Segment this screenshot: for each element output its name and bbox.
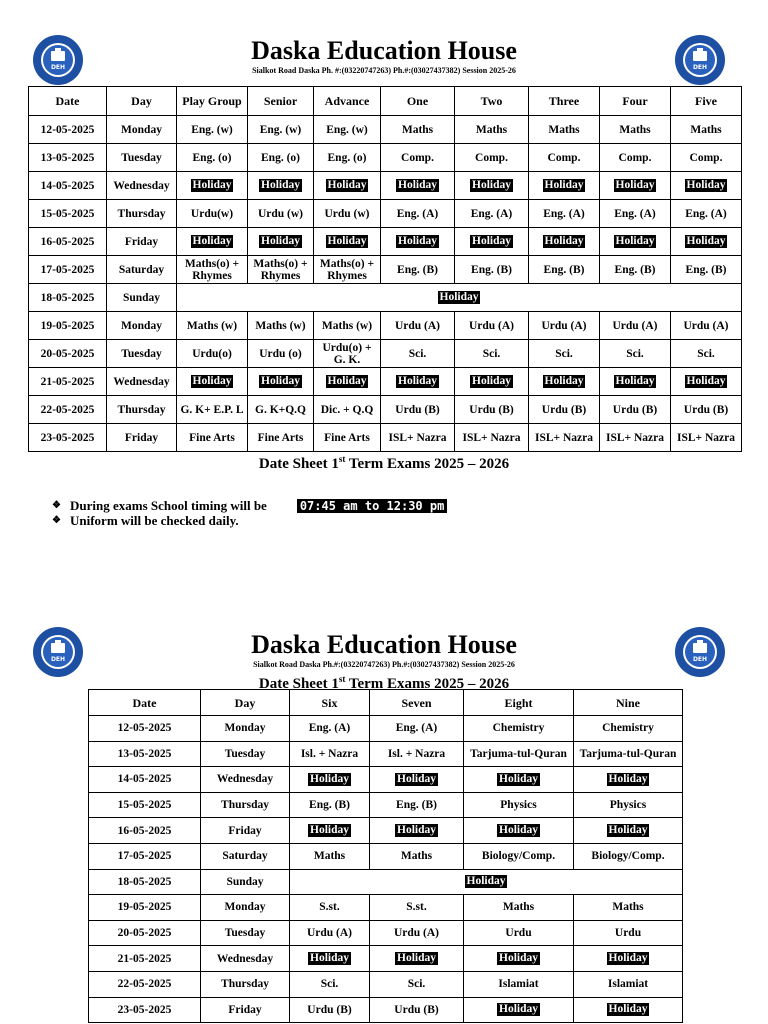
subject-cell: Urdu (w): [314, 200, 381, 228]
subject-cell: S.st.: [290, 895, 370, 921]
day-cell: Tuesday: [107, 144, 177, 172]
subject-cell: Urdu (A): [600, 312, 671, 340]
subject-cell: [600, 228, 671, 256]
subject-cell: Comp.: [671, 144, 742, 172]
subject-cell: Biology/Comp.: [574, 843, 683, 869]
day-cell: Thursday: [107, 200, 177, 228]
day-cell: Monday: [201, 716, 290, 742]
subject-cell: [177, 368, 248, 396]
subject-cell: Chemistry: [464, 716, 574, 742]
subject-cell: Maths: [671, 116, 742, 144]
date-cell: 17-05-2025: [89, 843, 201, 869]
subject-cell: ISL+ Nazra: [529, 424, 600, 452]
date-cell: 13-05-2025: [89, 741, 201, 767]
table-row: [89, 792, 683, 818]
day-cell: Friday: [201, 818, 290, 844]
subject-cell: Eng. (B): [455, 256, 529, 284]
subject-cell: [600, 368, 671, 396]
date-sheet-caption: Date Sheet 1st Term Exams 2025 – 2026: [258, 454, 510, 472]
subject-cell: Physics: [574, 792, 683, 818]
subject-cell: Eng. (w): [177, 116, 248, 144]
subject-cell: Maths(o) + Rhymes: [177, 256, 248, 284]
date-cell: 18-05-2025: [89, 869, 201, 895]
table-row: [29, 116, 742, 144]
subject-cell: [314, 368, 381, 396]
subject-cell: Eng. (A): [529, 200, 600, 228]
svg-text:DEH: DEH: [50, 64, 66, 71]
subject-cell: [464, 946, 574, 972]
column-header: Four: [600, 87, 671, 116]
holiday-label: Holiday: [608, 824, 648, 837]
subject-cell: Urdu (B): [529, 396, 600, 424]
date-cell: 22-05-2025: [89, 971, 201, 997]
column-header: One: [381, 87, 455, 116]
date-cell: 15-05-2025: [89, 792, 201, 818]
subject-cell: Maths (w): [248, 312, 314, 340]
subject-cell: Fine Arts: [248, 424, 314, 452]
holiday-label: Holiday: [686, 375, 726, 387]
subject-cell: Sci.: [671, 340, 742, 368]
subject-cell: [290, 767, 370, 793]
subject-cell: Maths: [370, 843, 464, 869]
holiday-label: Holiday: [466, 875, 506, 888]
subject-cell: Sci.: [600, 340, 671, 368]
subject-cell: Maths(o) + Rhymes: [314, 256, 381, 284]
holiday-label: Holiday: [615, 235, 655, 247]
subject-cell: Isl. + Nazra: [290, 741, 370, 767]
subject-cell: Eng. (A): [290, 716, 370, 742]
date-cell: 12-05-2025: [29, 116, 107, 144]
diamond-bullet-icon: ❖: [52, 515, 61, 526]
subject-cell: Eng. (o): [177, 144, 248, 172]
subject-cell: Urdu (A): [455, 312, 529, 340]
subject-cell: Eng. (o): [248, 144, 314, 172]
table-row: [29, 340, 742, 368]
table-header-row: [29, 87, 742, 116]
subject-cell: Eng. (A): [370, 716, 464, 742]
subject-cell: [574, 818, 683, 844]
subject-cell: Eng. (w): [248, 116, 314, 144]
diamond-bullet-icon: ❖: [52, 500, 61, 511]
date-cell: 21-05-2025: [29, 368, 107, 396]
subject-cell: Eng. (A): [455, 200, 529, 228]
column-header: Eight: [464, 690, 574, 716]
day-cell: Sunday: [107, 284, 177, 312]
subject-cell: Eng. (o): [314, 144, 381, 172]
table-header-row: [89, 690, 683, 716]
subject-cell: Tarjuma-tul-Quran: [464, 741, 574, 767]
date-sheet-caption-2: Date Sheet 1st Term Exams 2025 – 2026: [258, 674, 510, 692]
subject-cell: Urdu (A): [671, 312, 742, 340]
holiday-label: Holiday: [439, 291, 479, 303]
subject-cell: Biology/Comp.: [464, 843, 574, 869]
subject-cell: [529, 172, 600, 200]
subject-cell: [455, 172, 529, 200]
day-cell: Wednesday: [201, 946, 290, 972]
subject-cell: [314, 228, 381, 256]
holiday-label: Holiday: [472, 179, 511, 191]
subject-cell: Urdu (B): [290, 997, 370, 1023]
table-row: [89, 767, 683, 793]
subject-cell: [529, 228, 600, 256]
date-sheet-table-primary: [28, 86, 742, 452]
day-cell: Sunday: [201, 869, 290, 895]
table-row: [89, 997, 683, 1023]
holiday-label: Holiday: [327, 235, 367, 247]
subject-cell: [574, 997, 683, 1023]
column-header: Senior: [248, 87, 314, 116]
date-cell: 17-05-2025: [29, 256, 107, 284]
subject-cell: [600, 172, 671, 200]
holiday-label: Holiday: [261, 235, 300, 247]
subject-cell: [248, 228, 314, 256]
table-row: [89, 741, 683, 767]
svg-text:DEH: DEH: [692, 656, 708, 663]
table-row: [29, 172, 742, 200]
school-title-2: Daska Education House: [251, 630, 517, 659]
subject-cell: [248, 172, 314, 200]
subject-cell: Isl. + Nazra: [370, 741, 464, 767]
table-row: [89, 818, 683, 844]
subject-cell: [370, 767, 464, 793]
subject-cell: Urdu: [574, 920, 683, 946]
subject-cell: Eng. (A): [600, 200, 671, 228]
subject-cell: [381, 228, 455, 256]
day-cell: Monday: [107, 116, 177, 144]
date-cell: 19-05-2025: [29, 312, 107, 340]
day-cell: Wednesday: [107, 368, 177, 396]
subject-cell: Urdu (o): [248, 340, 314, 368]
column-header: Day: [107, 87, 177, 116]
subject-cell: Urdu(w): [177, 200, 248, 228]
subject-cell: [177, 172, 248, 200]
subject-cell: Urdu(o): [177, 340, 248, 368]
subject-cell: [671, 172, 742, 200]
subject-cell: Maths: [574, 895, 683, 921]
day-cell: Monday: [201, 895, 290, 921]
subject-cell: Eng. (A): [381, 200, 455, 228]
subject-cell: Sci.: [370, 971, 464, 997]
table-row: [89, 843, 683, 869]
holiday-label: Holiday: [397, 824, 436, 837]
holiday-label: Holiday: [327, 375, 367, 387]
subject-cell: ISL+ Nazra: [671, 424, 742, 452]
column-header: Two: [455, 87, 529, 116]
day-cell: Thursday: [201, 971, 290, 997]
day-cell: Thursday: [107, 396, 177, 424]
holiday-label: Holiday: [397, 772, 436, 785]
school-subtitle-2: Sialkot Road Daska Ph.#:(03220747263) Ph.#:(03027437382) Session 2025-26: [253, 660, 515, 669]
date-cell: 23-05-2025: [29, 424, 107, 452]
holiday-label: Holiday: [608, 1003, 648, 1016]
subject-cell: Sci.: [381, 340, 455, 368]
subject-cell: Comp.: [455, 144, 529, 172]
date-cell: 18-05-2025: [29, 284, 107, 312]
table-row: [89, 920, 683, 946]
table-row: [29, 424, 742, 452]
subject-cell: [464, 767, 574, 793]
holiday-label: Holiday: [310, 952, 349, 965]
holiday-label: Holiday: [397, 952, 436, 965]
subject-cell: Fine Arts: [177, 424, 248, 452]
table-row: [29, 144, 742, 172]
day-cell: Monday: [107, 312, 177, 340]
holiday-label: Holiday: [544, 375, 584, 387]
subject-cell: [177, 228, 248, 256]
subject-cell: Urdu: [464, 920, 574, 946]
table-row: [89, 716, 683, 742]
subject-cell: Maths: [529, 116, 600, 144]
holiday-label: Holiday: [499, 1003, 538, 1016]
column-header: Three: [529, 87, 600, 116]
date-cell: 14-05-2025: [29, 172, 107, 200]
subject-cell: Maths (w): [314, 312, 381, 340]
table-row: [29, 368, 742, 396]
subject-cell: Islamiat: [464, 971, 574, 997]
holiday-label: Holiday: [398, 375, 437, 387]
subject-cell: [370, 818, 464, 844]
subject-cell: Comp.: [529, 144, 600, 172]
subject-cell: Sci.: [529, 340, 600, 368]
subject-cell: [381, 368, 455, 396]
date-sheet-table-secondary: [88, 689, 683, 1023]
table-row: [29, 284, 742, 312]
subject-cell: Urdu (A): [370, 920, 464, 946]
subject-cell: Sci.: [455, 340, 529, 368]
table-row: [29, 200, 742, 228]
holiday-label: Holiday: [261, 179, 300, 191]
column-header: Five: [671, 87, 742, 116]
holiday-label: Holiday: [310, 772, 349, 785]
subject-cell: Urdu (A): [381, 312, 455, 340]
subject-cell: [314, 172, 381, 200]
date-cell: 15-05-2025: [29, 200, 107, 228]
svg-text:DEH: DEH: [692, 64, 708, 71]
day-cell: Saturday: [107, 256, 177, 284]
day-cell: Friday: [201, 997, 290, 1023]
subject-cell: Urdu (w): [248, 200, 314, 228]
subject-cell: Urdu (B): [455, 396, 529, 424]
column-header: Date: [29, 87, 107, 116]
holiday-label: Holiday: [608, 772, 648, 785]
note-uniform: ❖ Uniform will be checked daily.: [52, 513, 239, 528]
subject-cell: Urdu (A): [290, 920, 370, 946]
holiday-label: Holiday: [398, 235, 437, 247]
holiday-label: Holiday: [544, 235, 584, 247]
subject-cell: Eng. (w): [314, 116, 381, 144]
subject-cell: Maths: [600, 116, 671, 144]
subject-cell: Chemistry: [574, 716, 683, 742]
subject-cell: ISL+ Nazra: [381, 424, 455, 452]
date-cell: 19-05-2025: [89, 895, 201, 921]
subject-cell: Maths: [381, 116, 455, 144]
day-cell: Tuesday: [201, 741, 290, 767]
school-title: Daska Education House: [251, 36, 517, 65]
holiday-label: Holiday: [499, 824, 538, 837]
subject-cell: Comp.: [381, 144, 455, 172]
school-subtitle: Sialkot Road Daska Ph. #:(03220747263) Ph.#:(03027437382) Session 2025-26: [252, 66, 516, 75]
subject-cell: [370, 946, 464, 972]
date-cell: 16-05-2025: [89, 818, 201, 844]
day-cell: Friday: [107, 424, 177, 452]
holiday-label: Holiday: [499, 772, 538, 785]
date-cell: 22-05-2025: [29, 396, 107, 424]
subject-cell: Islamiat: [574, 971, 683, 997]
holiday-label: Holiday: [472, 235, 511, 247]
holiday-label: Holiday: [686, 179, 726, 191]
exam-notes: [52, 498, 447, 528]
table-row: [29, 312, 742, 340]
subject-cell: Eng. (B): [671, 256, 742, 284]
day-cell: Thursday: [201, 792, 290, 818]
day-cell: Wednesday: [107, 172, 177, 200]
subject-cell: S.st.: [370, 895, 464, 921]
date-cell: 20-05-2025: [29, 340, 107, 368]
holiday-label: Holiday: [472, 375, 511, 387]
subject-cell: [455, 228, 529, 256]
date-cell: 16-05-2025: [29, 228, 107, 256]
date-cell: 23-05-2025: [89, 997, 201, 1023]
svg-text:DEH: DEH: [50, 656, 66, 663]
holiday-label: Holiday: [398, 179, 437, 191]
subject-cell: Dic. + Q.Q: [314, 396, 381, 424]
column-header: Play Group: [177, 87, 248, 116]
subject-cell: ISL+ Nazra: [455, 424, 529, 452]
table-row: [29, 396, 742, 424]
holiday-label: Holiday: [608, 952, 648, 965]
timing-value: 07:45 am to 12:30 pm: [297, 499, 448, 513]
subject-cell: Maths(o) + Rhymes: [248, 256, 314, 284]
subject-cell: [290, 818, 370, 844]
subject-cell: [671, 228, 742, 256]
note-timing: ❖ During exams School timing will be 07:45 am to 12:30 pm: [52, 498, 447, 513]
subject-cell: Maths: [455, 116, 529, 144]
subject-cell: Urdu (B): [370, 997, 464, 1023]
date-cell: 12-05-2025: [89, 716, 201, 742]
day-cell: Friday: [107, 228, 177, 256]
holiday-label: Holiday: [192, 375, 232, 387]
subject-cell: G. K+ E.P. L: [177, 396, 248, 424]
subject-cell: Comp.: [600, 144, 671, 172]
subject-cell: Maths: [290, 843, 370, 869]
subject-cell: [455, 368, 529, 396]
holiday-span-cell: [177, 284, 742, 312]
table-row: [29, 228, 742, 256]
holiday-label: Holiday: [615, 179, 655, 191]
subject-cell: Urdu(o) + G. K.: [314, 340, 381, 368]
holiday-label: Holiday: [192, 235, 232, 247]
holiday-label: Holiday: [615, 375, 655, 387]
subject-cell: Eng. (B): [370, 792, 464, 818]
subject-cell: Urdu (B): [381, 396, 455, 424]
subject-cell: [464, 818, 574, 844]
subject-cell: Eng. (A): [671, 200, 742, 228]
subject-cell: [248, 368, 314, 396]
subject-cell: [671, 368, 742, 396]
date-cell: 14-05-2025: [89, 767, 201, 793]
table-row: [29, 256, 742, 284]
subject-cell: Fine Arts: [314, 424, 381, 452]
subject-cell: Physics: [464, 792, 574, 818]
holiday-label: Holiday: [327, 179, 367, 191]
subject-cell: Urdu (B): [600, 396, 671, 424]
holiday-label: Holiday: [499, 952, 538, 965]
subject-cell: Maths: [464, 895, 574, 921]
date-cell: 13-05-2025: [29, 144, 107, 172]
holiday-span-cell: [290, 869, 683, 895]
subject-cell: Urdu (A): [529, 312, 600, 340]
subject-cell: [574, 767, 683, 793]
table-row: [89, 946, 683, 972]
subject-cell: [381, 172, 455, 200]
subject-cell: Eng. (B): [381, 256, 455, 284]
holiday-label: Holiday: [686, 235, 726, 247]
day-cell: Saturday: [201, 843, 290, 869]
holiday-label: Holiday: [310, 824, 349, 837]
date-cell: 21-05-2025: [89, 946, 201, 972]
subject-cell: Tarjuma-tul-Quran: [574, 741, 683, 767]
day-cell: Tuesday: [107, 340, 177, 368]
holiday-label: Holiday: [544, 179, 584, 191]
column-header: Six: [290, 690, 370, 716]
column-header: Date: [89, 690, 201, 716]
table-row: [89, 895, 683, 921]
date-cell: 20-05-2025: [89, 920, 201, 946]
day-cell: Tuesday: [201, 920, 290, 946]
column-header: Nine: [574, 690, 683, 716]
column-header: Advance: [314, 87, 381, 116]
subject-cell: G. K+Q.Q: [248, 396, 314, 424]
holiday-label: Holiday: [261, 375, 300, 387]
subject-cell: Eng. (B): [290, 792, 370, 818]
subject-cell: Eng. (B): [600, 256, 671, 284]
subject-cell: [290, 946, 370, 972]
subject-cell: [529, 368, 600, 396]
column-header: Day: [201, 690, 290, 716]
subject-cell: [464, 997, 574, 1023]
subject-cell: ISL+ Nazra: [600, 424, 671, 452]
table-row: [89, 971, 683, 997]
subject-cell: [574, 946, 683, 972]
column-header: Seven: [370, 690, 464, 716]
subject-cell: Sci.: [290, 971, 370, 997]
subject-cell: Urdu (B): [671, 396, 742, 424]
holiday-label: Holiday: [192, 179, 232, 191]
subject-cell: Eng. (B): [529, 256, 600, 284]
day-cell: Wednesday: [201, 767, 290, 793]
table-row: [89, 869, 683, 895]
subject-cell: Maths (w): [177, 312, 248, 340]
